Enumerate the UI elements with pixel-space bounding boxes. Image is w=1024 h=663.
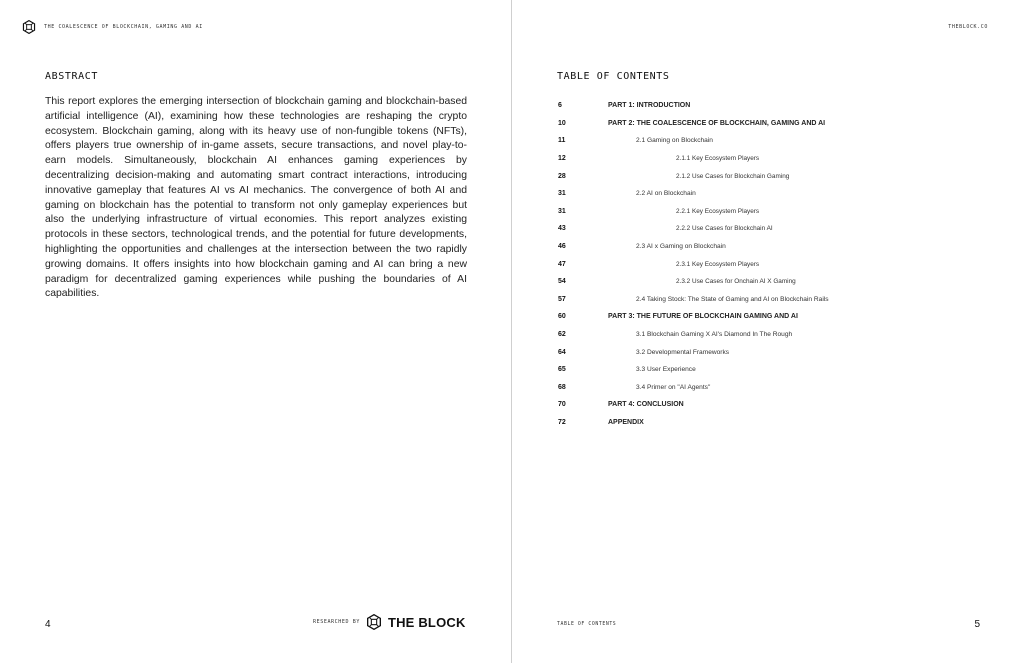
toc-entry-label: APPENDIX [608, 418, 644, 426]
toc-heading: TABLE OF CONTENTS [557, 71, 670, 82]
toc-entry-label: 2.1.2 Use Cases for Blockchain Gaming [676, 172, 790, 180]
left-header [22, 20, 203, 34]
toc-entry[interactable] [557, 291, 977, 309]
toc-entry[interactable] [557, 414, 977, 432]
abstract-heading: ABSTRACT [45, 71, 98, 82]
toc-entry-page: 72 [558, 418, 566, 426]
toc-entry[interactable] [557, 361, 977, 379]
the-block-logo-icon [22, 20, 36, 34]
toc-entry-label: 3.3 User Experience [636, 366, 696, 374]
toc-entry-page: 68 [558, 383, 566, 391]
toc-entry-label: 2.3 AI x Gaming on Blockchain [636, 243, 726, 251]
toc-entry-label: 2.2.1 Key Ecosystem Players [676, 207, 760, 215]
right-page [512, 0, 1024, 663]
toc-entry-label: PART 3: THE FUTURE OF BLOCKCHAIN GAMING AND AI [608, 313, 798, 321]
toc-entry-label: 2.3.1 Key Ecosystem Players [676, 260, 760, 268]
toc-entry-label: 3.4 Primer on "AI Agents" [636, 383, 711, 391]
researched-by-brand [313, 614, 466, 630]
toc-entry-page: 47 [558, 260, 566, 268]
toc-entry[interactable] [557, 379, 977, 397]
toc-entry-page: 65 [558, 366, 566, 374]
toc-entry-page: 6 [558, 102, 562, 110]
toc-entry-page: 31 [558, 190, 566, 198]
toc-entry-label: 2.4 Taking Stock: The State of Gaming and AI on Blockchain Rails [636, 295, 829, 303]
toc-entry-page: 62 [558, 331, 566, 339]
brand-name: THE BLOCK [387, 614, 466, 630]
toc-entry[interactable] [557, 273, 977, 291]
toc-entry-page: 43 [558, 225, 566, 233]
toc-entry-label: 2.2.2 Use Cases for Blockchain AI [676, 225, 773, 233]
toc-entry[interactable] [557, 167, 977, 185]
toc-entry-page: 12 [558, 155, 566, 163]
toc-entry[interactable] [557, 255, 977, 273]
table-of-contents [557, 97, 977, 431]
toc-entry-label: 2.3.2 Use Cases for Onchain AI X Gaming [676, 278, 796, 286]
toc-entry-page: 54 [558, 278, 566, 286]
right-footer-label: TABLE OF CONTENTS [557, 622, 617, 627]
toc-entry-page: 46 [558, 243, 566, 251]
toc-entry-label: 2.1.1 Key Ecosystem Players [676, 155, 760, 163]
toc-entry-label: 3.2 Developmental Frameworks [636, 348, 730, 356]
toc-entry-page: 11 [558, 137, 566, 145]
toc-entry[interactable] [557, 150, 977, 168]
toc-entry[interactable] [557, 132, 977, 150]
toc-entry-page: 31 [558, 207, 566, 215]
toc-entry[interactable] [557, 97, 977, 115]
toc-entry-label: PART 4: CONCLUSION [608, 401, 684, 409]
abstract-text: This report explores the emerging intersection of blockchain gaming and blockchain-based artificial intelligence (AI), examining how these technologies are reshaping the crypto ecosystem. Blockchain gaming, along with its heavy use of non-fungible tokens (NFTs), offers players true ownership of in-game assets, secure transactions, and novel play-to-earn models. Simultaneously, blockchain AI enhances gaming experiences by decentralizing decision-making and automating smart contract interactions, introducing innovative gameplay that features AI vs AI mechanics. The convergence of both AI and gaming on blockchain has the potential to transform not only gameplay experiences but also the underlying infrastructure of virtual economies. This report analyzes existing protocols in these sectors, technological trends, and the potential for future developments, highlighting the opportunities and challenges at the intersection between the two rapidly growing domains. It offers insights into how blockchain gaming and AI can bring a new paradigm for decentralized gaming experiences while pushing the boundaries of AI capabilities. [45, 96, 467, 300]
toc-entry-label: 2.1 Gaming on Blockchain [636, 137, 713, 145]
toc-entry[interactable] [557, 308, 977, 326]
toc-entry-page: 10 [558, 119, 566, 127]
toc-entry-label: PART 1: INTRODUCTION [608, 102, 691, 110]
toc-entry-page: 28 [558, 172, 566, 180]
toc-entry[interactable] [557, 396, 977, 414]
toc-entry[interactable] [557, 115, 977, 133]
toc-entry[interactable] [557, 203, 977, 221]
toc-entry[interactable] [557, 185, 977, 203]
toc-entry-label: PART 2: THE COALESCENCE OF BLOCKCHAIN, GAMING AND AI [608, 119, 826, 127]
page-number-right: 5 [974, 619, 980, 630]
researched-by-label: RESEARCHED BY [313, 619, 360, 625]
toc-entry-page: 57 [558, 295, 566, 303]
toc-entry-label: 2.2 AI on Blockchain [636, 190, 696, 198]
the-block-logo-icon [366, 614, 382, 630]
toc-entry-label: 3.1 Blockchain Gaming X AI's Diamond In The Rough [636, 331, 793, 339]
toc-entry-page: 70 [558, 401, 566, 409]
right-header-url: THEBLOCK.CO [948, 24, 988, 30]
page-number-left: 4 [45, 619, 51, 630]
toc-entry-page: 64 [558, 348, 566, 356]
toc-entry[interactable] [557, 326, 977, 344]
toc-entry[interactable] [557, 343, 977, 361]
left-header-title: THE COALESCENCE OF BLOCKCHAIN, GAMING AND AI [44, 24, 203, 30]
toc-entry[interactable] [557, 220, 977, 238]
toc-entry[interactable] [557, 238, 977, 256]
toc-entry-page: 60 [558, 313, 566, 321]
